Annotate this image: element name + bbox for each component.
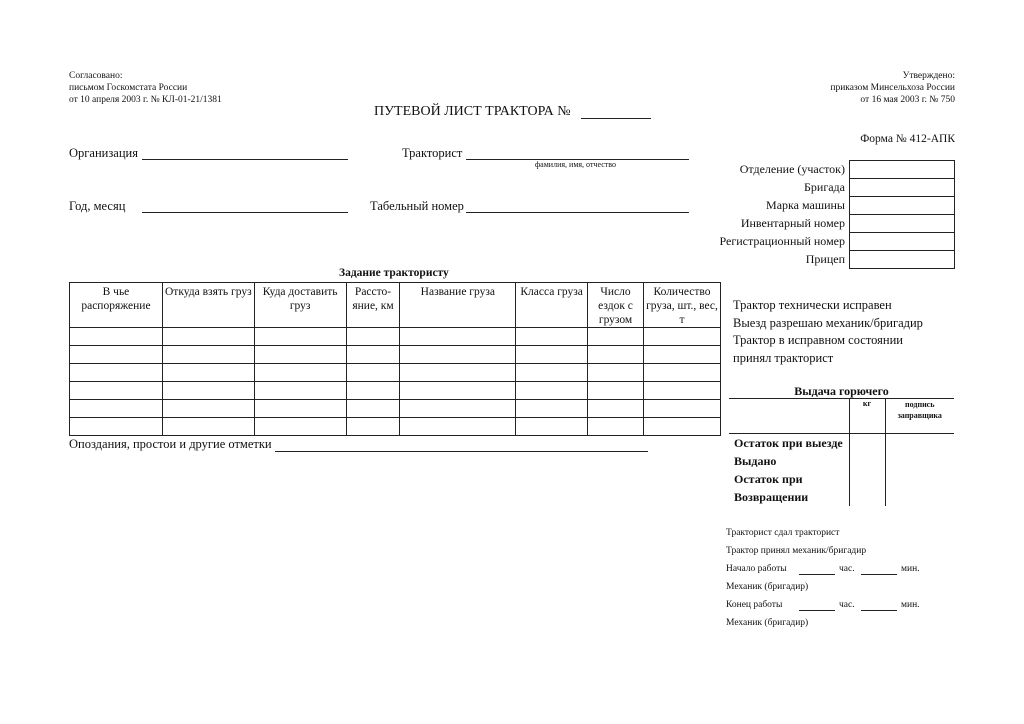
table-cell[interactable]: [516, 346, 588, 364]
table-cell[interactable]: [70, 418, 163, 436]
footer-handed: Тракторист сдал тракторист: [726, 528, 840, 538]
approval-left: [69, 70, 222, 106]
col-header-cargo-name: Название груза: [400, 283, 516, 328]
table-cell[interactable]: [588, 328, 644, 346]
table-row: [70, 418, 721, 436]
fuel-row: [729, 488, 954, 506]
approval-right-line2: приказом Минсельхоза России: [830, 83, 955, 93]
table-cell[interactable]: [162, 346, 254, 364]
table-cell[interactable]: [254, 328, 346, 346]
fuel-row-label: Остаток при: [734, 471, 803, 486]
tech-line3: Трактор в исправном состоянии: [733, 333, 903, 347]
table-cell[interactable]: [254, 346, 346, 364]
table-cell[interactable]: [70, 328, 163, 346]
info-label: Регистрационный номер: [719, 234, 845, 248]
table-cell[interactable]: [516, 364, 588, 382]
table-cell[interactable]: [346, 400, 400, 418]
organization-label: Организация: [69, 146, 138, 160]
info-row: [715, 215, 955, 233]
fuel-row: [729, 470, 954, 488]
table-cell[interactable]: [644, 346, 721, 364]
end-hours-field[interactable]: [799, 610, 835, 611]
table-cell[interactable]: [346, 382, 400, 400]
tab-number-field[interactable]: [466, 212, 689, 213]
fuel-title: Выдача горючего: [794, 384, 889, 398]
table-cell[interactable]: [254, 364, 346, 382]
fuel-sign-cell[interactable]: [885, 488, 954, 506]
end-hours-label: час.: [839, 600, 855, 610]
fuel-kg-cell[interactable]: [849, 452, 885, 470]
table-row: [70, 346, 721, 364]
table-row: [70, 364, 721, 382]
table-cell[interactable]: [162, 382, 254, 400]
delays-field[interactable]: [275, 451, 648, 452]
approval-right: [830, 70, 955, 106]
table-cell[interactable]: [162, 400, 254, 418]
start-hours-label: час.: [839, 564, 855, 574]
start-minutes-label: мин.: [901, 564, 920, 574]
info-value-box[interactable]: [850, 215, 955, 233]
table-cell[interactable]: [254, 400, 346, 418]
info-row: [715, 251, 955, 269]
delays-label: Опоздания, простои и другие отметки: [69, 437, 272, 451]
title-number-line[interactable]: [581, 118, 651, 119]
machine-info-table: [715, 160, 955, 269]
info-value-box[interactable]: [850, 251, 955, 269]
table-cell[interactable]: [346, 328, 400, 346]
start-hours-field[interactable]: [799, 574, 835, 575]
end-minutes-field[interactable]: [861, 610, 897, 611]
tech-line4: принял тракторист: [733, 350, 834, 365]
info-label: Прицеп: [805, 252, 845, 266]
tab-number-label: Табельный номер: [370, 199, 464, 213]
info-value-box[interactable]: [850, 161, 955, 179]
table-cell[interactable]: [162, 364, 254, 382]
table-row: [70, 328, 721, 346]
approval-left-line1: Согласовано:: [69, 71, 123, 81]
col-header-distance: Рассто-яние, км: [346, 283, 400, 328]
fuel-table: [729, 384, 954, 506]
task-title: Задание трактористу: [339, 267, 449, 279]
approval-left-line3: от 10 апреля 2003 г. № КЛ-01-21/1381: [69, 95, 222, 105]
table-cell[interactable]: [70, 400, 163, 418]
approval-left-line2: письмом Госкомстата России: [69, 83, 188, 93]
fuel-sign-cell[interactable]: [885, 452, 954, 470]
fuel-row-label: Возвращении: [734, 489, 809, 504]
fuel-header-blank: [729, 399, 849, 434]
table-cell[interactable]: [400, 328, 516, 346]
info-label: Бригада: [804, 180, 845, 194]
fuel-sign-cell[interactable]: [885, 470, 954, 488]
table-cell[interactable]: [400, 400, 516, 418]
footer-start-label: Начало работы: [726, 564, 787, 574]
start-minutes-field[interactable]: [861, 574, 897, 575]
info-value-box[interactable]: [850, 197, 955, 215]
approval-right-line1: Утверждено:: [902, 71, 955, 81]
fuel-row-label: Выдано: [734, 453, 777, 468]
table-cell[interactable]: [644, 400, 721, 418]
table-row: [70, 382, 721, 400]
table-cell[interactable]: [346, 364, 400, 382]
table-cell[interactable]: [516, 418, 588, 436]
table-cell[interactable]: [588, 346, 644, 364]
table-row: [70, 400, 721, 418]
info-row: [715, 233, 955, 251]
col-header-recipient: В чье распоряжение: [70, 283, 163, 328]
info-row: [715, 161, 955, 179]
table-cell[interactable]: [254, 382, 346, 400]
tech-check-block: [733, 297, 923, 367]
fuel-header-row: [729, 399, 954, 434]
table-cell[interactable]: [400, 346, 516, 364]
table-cell[interactable]: [346, 418, 400, 436]
table-cell[interactable]: [400, 418, 516, 436]
table-cell[interactable]: [70, 346, 163, 364]
table-cell[interactable]: [400, 382, 516, 400]
fuel-kg-cell[interactable]: [849, 470, 885, 488]
table-cell[interactable]: [516, 382, 588, 400]
info-row: [715, 179, 955, 197]
col-header-to: Куда доставить груз: [254, 283, 346, 328]
col-header-from: Откуда взять груз: [162, 283, 254, 328]
end-minutes-label: мин.: [901, 600, 920, 610]
info-value-box[interactable]: [850, 233, 955, 251]
fuel-row: [729, 434, 954, 453]
footer-end-label: Конец работы: [726, 600, 783, 610]
year-month-field[interactable]: [142, 212, 348, 213]
col-header-cargo-class: Класса груза: [516, 283, 588, 328]
tech-line2: Выезд разрешаю механик/бригадир: [733, 315, 923, 330]
table-cell[interactable]: [162, 418, 254, 436]
organization-field[interactable]: [142, 159, 348, 160]
fuel-title-row: [729, 384, 954, 399]
table-cell[interactable]: [588, 418, 644, 436]
table-cell[interactable]: [400, 364, 516, 382]
fuel-row: [729, 452, 954, 470]
table-cell[interactable]: [70, 382, 163, 400]
col-header-quantity: Количество груза, шт., вес, т: [644, 283, 721, 328]
info-label: Отделение (участок): [739, 162, 845, 176]
fuel-sign-cell[interactable]: [885, 434, 954, 453]
approval-right-line3: от 16 мая 2003 г. № 750: [860, 95, 955, 105]
tractor-driver-label: Тракторист: [402, 146, 463, 160]
task-table: [69, 282, 721, 436]
info-label: Инвентарный номер: [740, 216, 845, 230]
table-cell[interactable]: [70, 364, 163, 382]
page-title: ПУТЕВОЙ ЛИСТ ТРАКТОРА №: [374, 104, 571, 119]
footer-mechanic-2: Механик (бригадир): [726, 618, 809, 628]
fuel-kg-cell[interactable]: [849, 434, 885, 453]
table-cell[interactable]: [644, 418, 721, 436]
footer-mechanic-1: Механик (бригадир): [726, 582, 809, 592]
fuel-col-sign: подпись заправщика: [885, 399, 954, 434]
tech-line1: Трактор технически исправен: [733, 298, 892, 312]
task-header-row: [70, 283, 721, 328]
table-cell[interactable]: [254, 418, 346, 436]
info-row: [715, 197, 955, 215]
info-value-box[interactable]: [850, 179, 955, 197]
table-cell[interactable]: [588, 382, 644, 400]
col-header-trips: Число ездок с грузом: [588, 283, 644, 328]
info-label: Марка машины: [766, 198, 845, 212]
form-number: Форма № 412-АПК: [860, 133, 955, 145]
table-cell[interactable]: [516, 400, 588, 418]
table-cell[interactable]: [162, 328, 254, 346]
table-cell[interactable]: [588, 364, 644, 382]
table-cell[interactable]: [516, 328, 588, 346]
table-cell[interactable]: [588, 400, 644, 418]
name-hint: фамилия, имя, отчество: [535, 160, 616, 169]
year-month-label: Год, месяц: [69, 199, 126, 213]
table-cell[interactable]: [346, 346, 400, 364]
table-cell[interactable]: [644, 328, 721, 346]
table-cell[interactable]: [644, 382, 721, 400]
fuel-kg-cell[interactable]: [849, 488, 885, 506]
footer-accepted: Трактор принял механик/бригадир: [726, 546, 867, 556]
fuel-col-kg: кг: [849, 399, 885, 434]
fuel-row-label: Остаток при выезде: [729, 434, 849, 453]
table-cell[interactable]: [644, 364, 721, 382]
